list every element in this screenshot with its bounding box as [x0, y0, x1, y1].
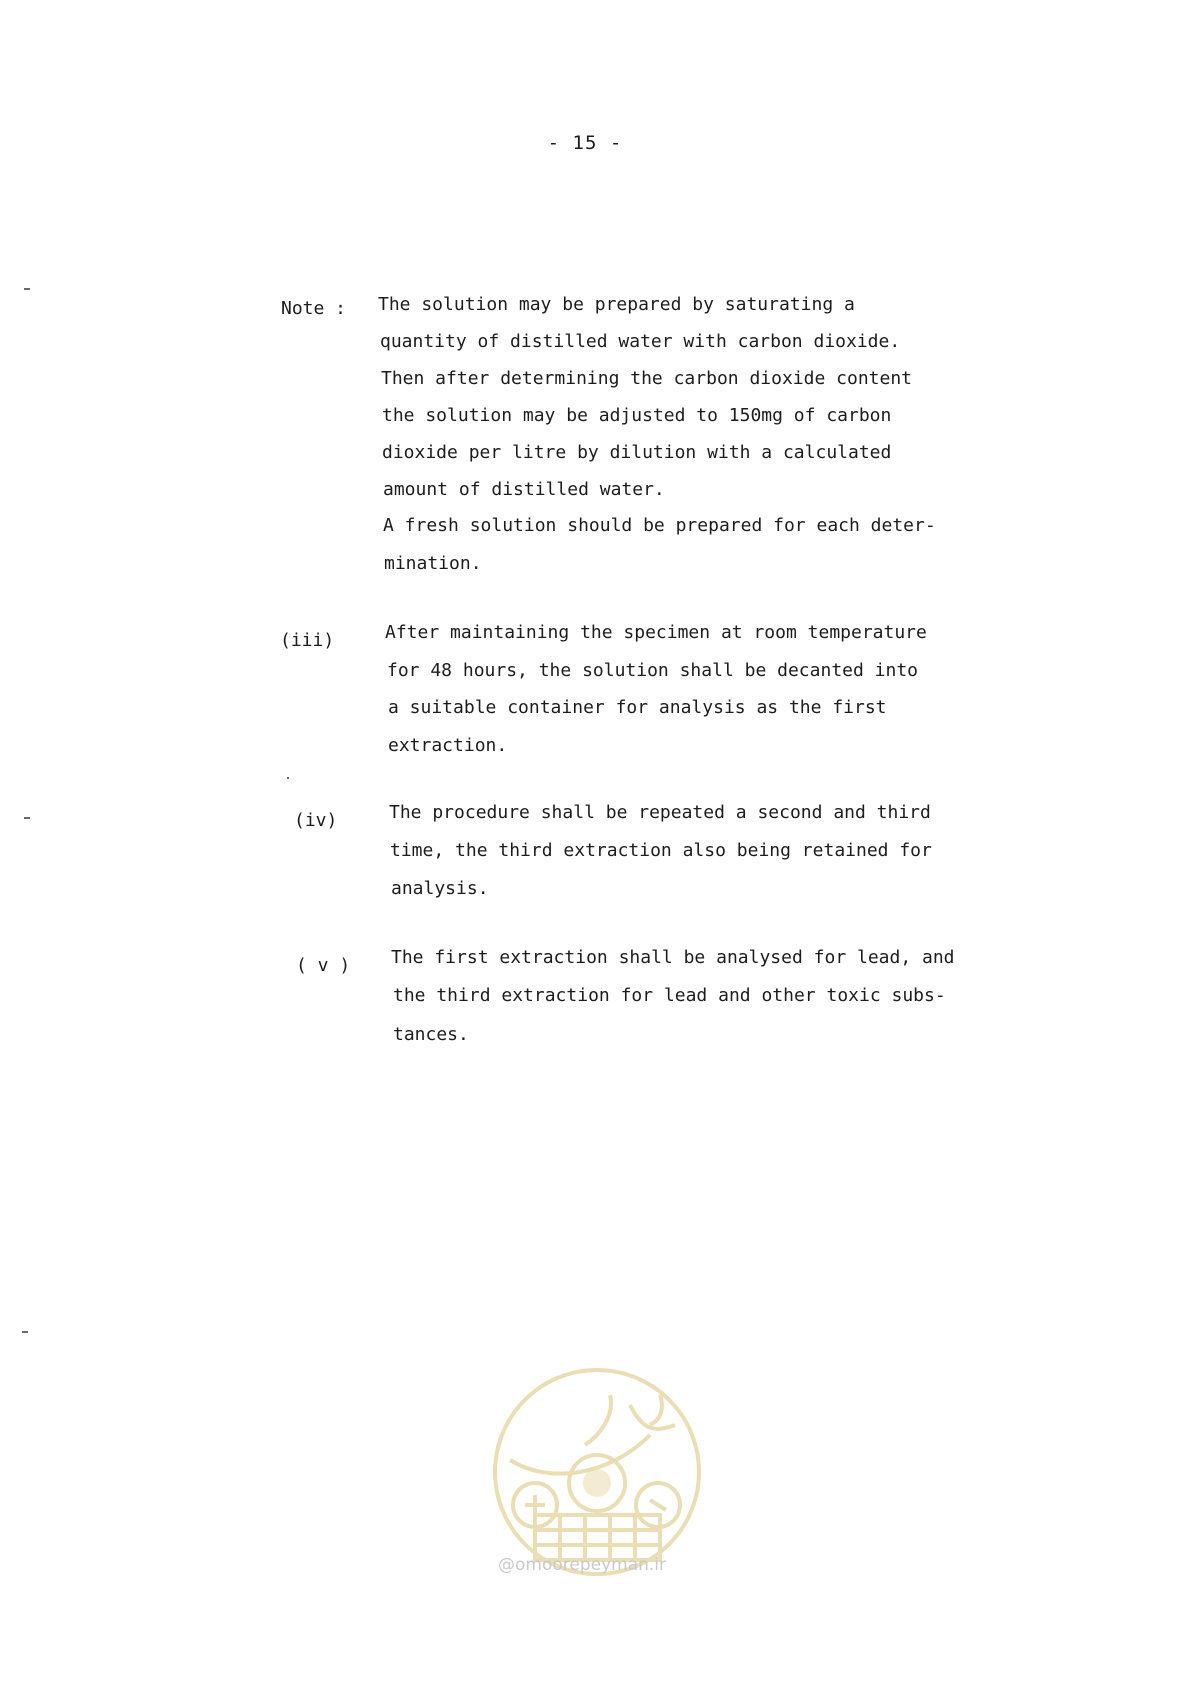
text-line: The solution may be prepared by saturating a	[378, 294, 855, 315]
scan-speck	[287, 777, 289, 779]
section-label: Note :	[281, 298, 347, 319]
text-line: the third extraction for lead and other toxic subs-	[393, 985, 946, 1006]
scan-speck	[22, 1331, 28, 1333]
text-line: quantity of distilled water with carbon dioxide.	[380, 331, 901, 352]
text-line: the solution may be adjusted to 150mg of carbon	[382, 405, 892, 426]
section-label: (iv)	[294, 810, 338, 831]
text-line: analysis.	[391, 878, 489, 899]
at-icon: @	[498, 1555, 515, 1575]
omoorepeyman-seal-icon	[490, 1365, 705, 1580]
text-line: a suitable container for analysis as the first	[388, 697, 887, 718]
scan-speck	[24, 288, 30, 290]
text-line: for 48 hours, the solution shall be decanted into	[387, 660, 919, 681]
watermark-url-text: omoorepeyman.ir	[515, 1555, 667, 1575]
section-label: ( v )	[296, 955, 351, 976]
section-label: (iii)	[280, 630, 335, 651]
scan-speck	[24, 817, 30, 819]
text-line: tances.	[393, 1024, 469, 1045]
text-line: Then after determining the carbon dioxide content	[381, 368, 913, 389]
text-line: dioxide per litre by dilution with a calculated	[382, 442, 892, 463]
watermark-url	[498, 1555, 666, 1575]
text-line: mination.	[384, 553, 482, 574]
text-line: A fresh solution should be prepared for each deter-	[383, 515, 936, 536]
text-line: The first extraction shall be analysed for lead, and	[391, 947, 955, 968]
text-line: amount of distilled water.	[383, 479, 665, 500]
page-number: - 15 -	[547, 132, 623, 154]
text-line: extraction.	[388, 735, 508, 756]
text-line: time, the third extraction also being retained for	[390, 840, 932, 861]
text-line: After maintaining the specimen at room temperature	[385, 622, 927, 643]
text-line: The procedure shall be repeated a second and third	[389, 802, 931, 823]
